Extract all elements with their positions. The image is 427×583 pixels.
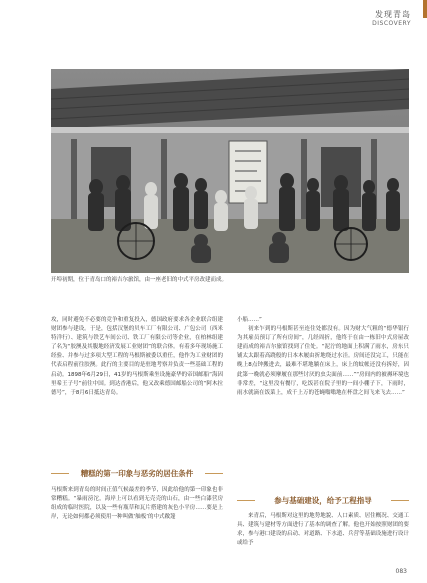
section-divider-left-b xyxy=(205,473,223,474)
header-accent-bar xyxy=(423,0,427,18)
right-paragraph-3: 来青后，马根斯对这里的地势地貌、人口素质、居住概况、交通工具、建筑与建材等方面进行了基本的调查了解。他也开始按照财团的要求，参与港口建设的启动、对道路、下水道、兵营等基础设施进行设计或给予 xyxy=(237,513,409,547)
left-column-lower xyxy=(51,486,223,522)
photo-caption: 开埠初期，位于青岛口的裕吉尔旅馆，由一座老旧的中式平房改建而成。 xyxy=(51,277,228,283)
photo-illustration xyxy=(51,69,409,273)
left-column xyxy=(51,316,223,398)
section-title-cn: 发现青岛 xyxy=(375,10,411,19)
right-paragraph-1: 小船……” xyxy=(237,317,262,323)
historical-photo xyxy=(51,69,409,273)
left-paragraph-1: 攻，同时避免不必要的竞争和重复投入，德国政府要求各企业联合组建财团参与建设。于是，包括汉堡的贝车工厂有限公司、广包公司（西米特洋行）、建筑与铁艺车间公司、铁工厂有限公司等企业，在柏林组建了名为“胶澳及其腹地经济发展工业财团”的联合体。有着多年现场施工经验、并参与过多项大型工程的马根斯被委以重任，他作为工业财团的代表启程前往胶澳。此行的主要目的是驻地考察并负责一些基础工程的启动。1898年6月29日，41岁的马根斯乘坐设施豪华的帝国邮船“海因里希王子号”前往中国。到达香港后，他又改乘德国邮船公司的“阿木拉德号”，于8月6日抵达青岛。 xyxy=(51,317,223,396)
section-divider-right-b xyxy=(391,500,409,501)
section-heading-left: 糟糕的第一印象与恶劣的居住条件 xyxy=(80,469,194,478)
section-title-en: DISCOVERY xyxy=(372,20,411,27)
right-paragraph-2: 初来乍到的马根斯甚至连住处都没有。因为财大气粗的“德华银行为其雇员预订了所有房间”，几经周折，他终于在由一栋旧中式房屋改建而成的裕吉尔旅馆找到了住处。“泥泞的地面上积满了雨水，房东只铺太太跟着高跷般的日本木履由折地绕过水洼。房间还没完工，只能在晚上8点钟搬进去，最难不堪地躺在床上，床上的蚊帐还没有拆好，因此第一晚就必须摩履在那些讨厌的虫尖面前……”“房间内的被褥环境也非常差，“这里没有餐厅，吃饭甚在院子里的一间小棚子下，下雨时，雨水就滴在饭菜上，成千上万的苍蝇嗡嗡地在杯盘之间飞来飞去……” xyxy=(237,326,409,396)
page-number: 083 xyxy=(395,568,407,575)
left-paragraph-2: 马根斯来到青岛的时间正值气候最差的季节，因此给他的第一印象也非常糟糕。“暴雨滂沱，海岸上可以看到无壳壳的山石，由一些白漆营房组成的临时医院，以及一些有瓶草和瓦片搭建的灰色小平房……要是上岸，无论如何都必须使用一种叫做‘舢板’的中式敞篷 xyxy=(51,487,223,521)
right-column xyxy=(237,316,409,398)
section-header xyxy=(372,10,411,28)
right-column-lower xyxy=(237,512,409,548)
section-heading-right: 参与基础建设，给予工程指导 xyxy=(274,496,372,505)
